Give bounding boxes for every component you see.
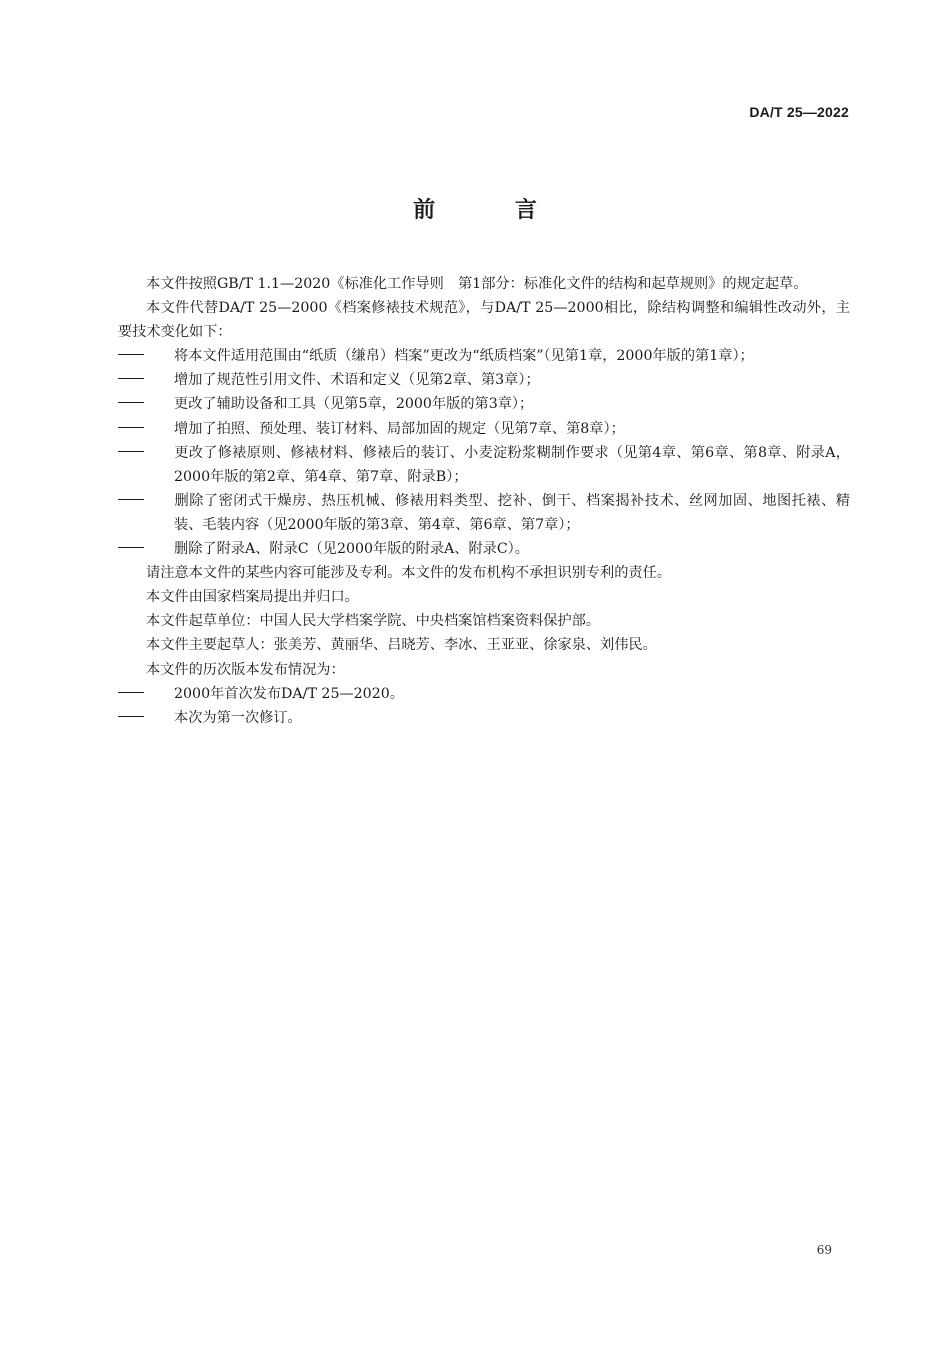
foreword-body bbox=[118, 272, 850, 730]
dash-marker bbox=[146, 368, 174, 392]
dash-marker bbox=[146, 537, 174, 561]
list-item bbox=[146, 489, 850, 537]
list-item bbox=[146, 417, 850, 441]
list-item-text: 增加了拍照、预处理、装订材料、局部加固的规定（见第7章、第8章）； bbox=[174, 420, 625, 437]
list-item-text: 删除了密闭式干燥房、热压机械、修裱用料类型、挖补、倒干、档案揭补技术、丝网加固、地图托裱、精装、毛装内容（见2000年版的第3章、第4章、第6章、第7章）； bbox=[174, 492, 850, 533]
list-item bbox=[146, 537, 850, 561]
dash-marker bbox=[146, 344, 174, 368]
list-item bbox=[146, 706, 850, 730]
standard-code: DA/T 25—2022 bbox=[749, 104, 849, 120]
list-item bbox=[146, 368, 850, 392]
list-item-text: 更改了修裱原则、修裱材料、修裱后的装订、小麦淀粉浆糊制作要求（见第4章、第6章、第8章、附录A，2000年版的第2章、第4章、第7章、附录B）； bbox=[174, 444, 850, 485]
list-item bbox=[146, 344, 850, 368]
list-item-text: 删除了附录A、附录C（见2000年版的附录A、附录C）。 bbox=[174, 541, 529, 558]
paragraph-history-intro: 本文件的历次版本发布情况为： bbox=[146, 661, 345, 678]
list-item-text: 2000年首次发布DA/T 25—2020。 bbox=[174, 685, 404, 702]
list-item-text: 本次为第一次修订。 bbox=[174, 709, 302, 726]
list-item-text: 将本文件适用范围由“纸质（缣帛）档案”更改为“纸质档案”（见第1章，2000年版的第1章）； bbox=[174, 348, 754, 365]
dash-marker bbox=[146, 441, 174, 465]
paragraph-replaces: 本文件代替DA/T 25—2000《档案修裱技术规范》，与DA/T 25—2000相比，除结构调整和编辑性改动外，主要技术变化如下： bbox=[118, 300, 850, 341]
dash-marker bbox=[146, 706, 174, 730]
paragraph-drafting-rules: 本文件按照GB/T 1.1—2020《标准化工作导则 第1部分：标准化文件的结构和起草规则》的规定起草。 bbox=[146, 276, 808, 292]
list-item bbox=[146, 392, 850, 416]
page-number: 69 bbox=[816, 1243, 832, 1257]
paragraph-drafters: 本文件主要起草人：张美芳、黄丽华、吕晓芳、李冰、王亚亚、徐家泉、刘伟民。 bbox=[146, 637, 657, 654]
list-item bbox=[146, 441, 850, 489]
dash-marker bbox=[146, 417, 174, 441]
page-title: 前 言 bbox=[413, 198, 573, 223]
paragraph-proposer: 本文件由国家档案局提出并归口。 bbox=[146, 589, 359, 606]
paragraph-drafting-units: 本文件起草单位：中国人民大学档案学院、中央档案馆档案资料保护部。 bbox=[146, 613, 601, 630]
dash-marker bbox=[146, 682, 174, 706]
list-item bbox=[146, 682, 850, 706]
history-list bbox=[146, 682, 850, 730]
dash-marker bbox=[146, 392, 174, 416]
paragraph-patent-notice: 请注意本文件的某些内容可能涉及专利。本文件的发布机构不承担识别专利的责任。 bbox=[146, 565, 671, 582]
dash-marker bbox=[146, 489, 174, 513]
list-item-text: 更改了辅助设备和工具（见第5章，2000年版的第3章）； bbox=[174, 396, 534, 413]
list-item-text: 增加了规范性引用文件、术语和定义（见第2章、第3章）； bbox=[174, 372, 540, 389]
changes-list bbox=[146, 344, 850, 561]
